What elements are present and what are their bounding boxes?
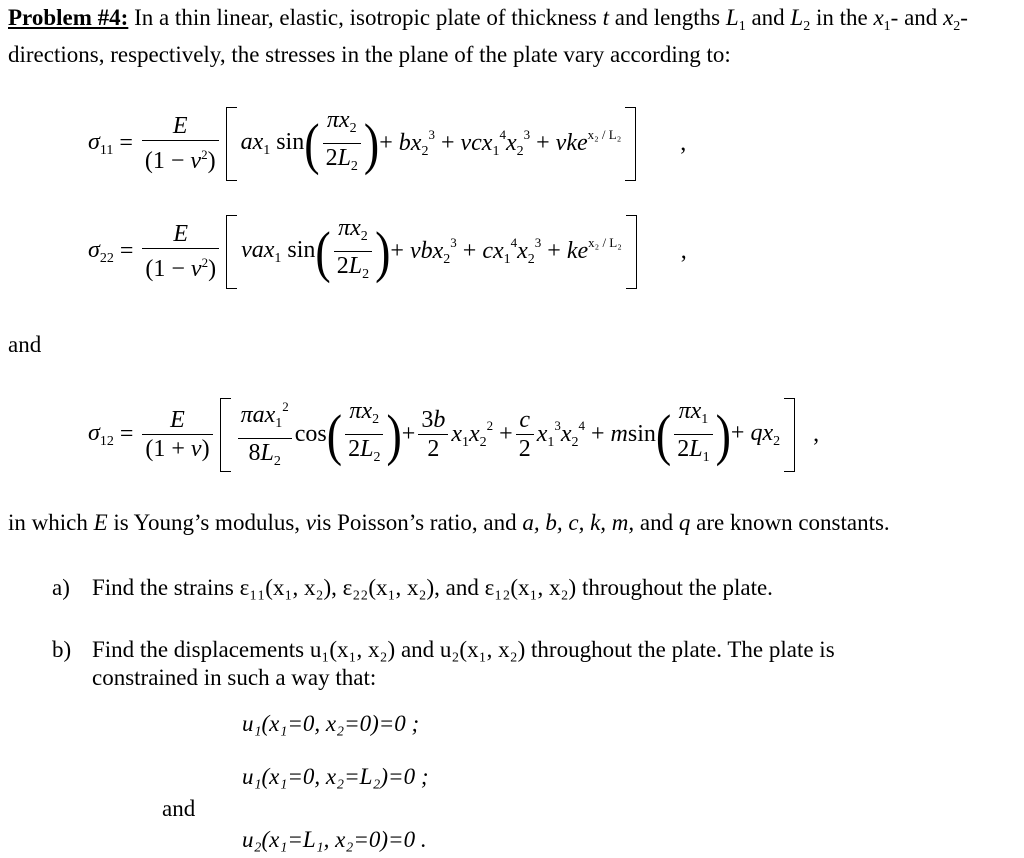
intro-text: -directions, respectively, the stresses in the plane of the plate vary according to: xyxy=(8,5,968,67)
explanation-line: in which E is Young’s modulus, νis Poisson’s ratio, and a, b, c, k, m, and q are known constants. xyxy=(8,510,890,535)
var-x1: $x_1$ xyxy=(873,5,891,34)
problem-intro: Problem #4: In a thin linear, elastic, isotropic plate of thickness t and lengths $L_1$ and $L_2$ in the $x_1-$ and $x_2$-directions, respectively, the stresses in the plane of the plate vary according to: xyxy=(8,5,968,67)
item-label: b) xyxy=(52,637,72,662)
intro-text: in the xyxy=(815,5,868,30)
var-L1: $L_1$ xyxy=(725,5,746,34)
list-item-b-text: Find the displacements u₁(x₁, x₂) and u₂(x₁, x₂) throughout the plate. The plate is xyxy=(92,637,835,662)
list-item-b-text-cont: constrained in such a way that: xyxy=(92,665,377,690)
var-t: t xyxy=(602,5,609,30)
var-x2: $x_2$ xyxy=(943,5,961,34)
intro-text: and xyxy=(904,5,938,30)
intro-text: In a thin linear, elastic, isotropic plate of thickness xyxy=(134,5,597,30)
equation-sigma22: $\sigma_{22}$ = $\frac{E}{(1 - \nu^2)}$ νax$_1$ sin ( $\frac{\pi x_2}{2L_2}$ ) + $\nu bx_2^3 + cx_1^4x_2^3 + ke^{x_2 / L_2}$ , xyxy=(88,214,687,289)
problem-heading: Problem #4: xyxy=(8,5,129,30)
connector-and: and xyxy=(8,332,42,357)
constraint-3: u₂(x₁=L₁, x₂=0)=0 . xyxy=(242,827,427,852)
list-item-a xyxy=(52,574,70,602)
list-item-b xyxy=(52,636,71,664)
intro-text: and lengths xyxy=(614,5,721,30)
equation-sigma11: $\sigma_{11}$ = $\frac{E}{(1 - \nu^2)}$ $ax_1$ sin ( $\frac{\pi x_2}{2L_2}$ ) + $bx_2^3 + \nu cx_1^4x_2^3 + \nu ke^{x_2 / L_2}$ , xyxy=(88,106,686,181)
equation-sigma12: $\sigma_{12}$ = $\frac{E}{(1 + \nu)}$ $\frac{\pi ax_1^2}{8L_2}$ cos ( $\frac{\pi x_2}{2L_2}$ ) + $\frac{3b}{2}$ $x_1x_2^2$ + $\frac{c}{2}$ $x_1^3x_2^4 + msin$ ( $\frac{\pi x_1}{2L_1}$ ) + $qx_2$ , xyxy=(88,393,819,476)
item-label: a) xyxy=(52,575,70,600)
list-item-a-text: Find the strains ε₁₁(x₁, x₂), ε₂₂(x₁, x₂), and ε₁₂(x₁, x₂) throughout the plate. xyxy=(92,575,773,600)
intro-text: and xyxy=(751,5,785,30)
var-L2: $L_2$ xyxy=(790,5,811,34)
constraint-2: u₁(x₁=0, x₂=L₂)=0 ; xyxy=(242,764,429,789)
connector-and-2: and xyxy=(162,796,196,821)
constraint-1: u₁(x₁=0, x₂=0)=0 ; xyxy=(242,711,420,736)
